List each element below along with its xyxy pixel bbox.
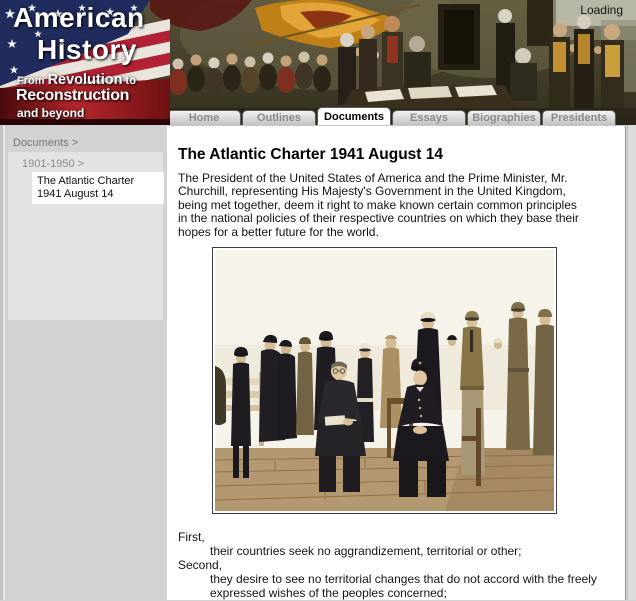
atlantic-charter-photo: [212, 247, 557, 514]
logo-reconstruction: Reconstruction: [16, 87, 130, 104]
clause-text-second: they desire to see no territorial changes that do not accord with the freely expressed wishes of the peoples concerned;: [210, 571, 597, 600]
logo-from: From: [17, 75, 45, 87]
tab-biographies[interactable]: Biographies: [467, 110, 541, 125]
tab-home[interactable]: Home: [167, 110, 241, 125]
tab-outlines[interactable]: Outlines: [242, 110, 316, 125]
clause-list: [178, 531, 625, 601]
loading-status: Loading: [580, 3, 623, 17]
clause-ordinal-second: Second,: [178, 557, 223, 572]
tab-essays[interactable]: Essays: [392, 110, 466, 125]
logo-title-american: American: [13, 2, 145, 33]
sidebar-item-documents[interactable]: Documents >: [13, 137, 79, 149]
logo-to: to: [125, 75, 136, 87]
sidebar-submenu-panel: [8, 152, 163, 320]
scrollbar-track[interactable]: [627, 125, 636, 600]
site-logo[interactable]: [0, 0, 170, 125]
document-title: The Atlantic Charter 1941 August 14: [178, 146, 444, 163]
tab-documents[interactable]: Documents: [317, 107, 391, 125]
tab-presidents[interactable]: Presidents: [542, 110, 616, 125]
page-body: [0, 125, 636, 600]
logo-revolution: Revolution: [47, 72, 123, 88]
logo-title-history: History: [37, 34, 137, 65]
logo-subtitle-line: [17, 72, 136, 88]
main-nav: [167, 107, 617, 125]
document-intro: The President of the United States of America and the Prime Minister, Mr. Churchill, representing His Majesty's Government in the United Kingdom, being met together, deem it right to make known certain common principles in the national policies of their respective countries on which they base their hopes for a better future for the world.: [178, 171, 579, 239]
document-content: [167, 125, 626, 600]
logo-and-beyond: and beyond: [17, 106, 85, 120]
sidebar-item-1901-1950[interactable]: 1901-1950 >: [22, 158, 85, 170]
sidebar: [0, 125, 167, 600]
photo-illustration: [215, 250, 554, 511]
clause-text-first: their countries seek no aggrandizement, territorial or other;: [210, 543, 522, 558]
sidebar-item-selected[interactable]: The Atlantic Charter 1941 August 14: [32, 172, 164, 204]
clause-ordinal-first: First,: [178, 530, 205, 545]
site-header: [0, 0, 636, 125]
